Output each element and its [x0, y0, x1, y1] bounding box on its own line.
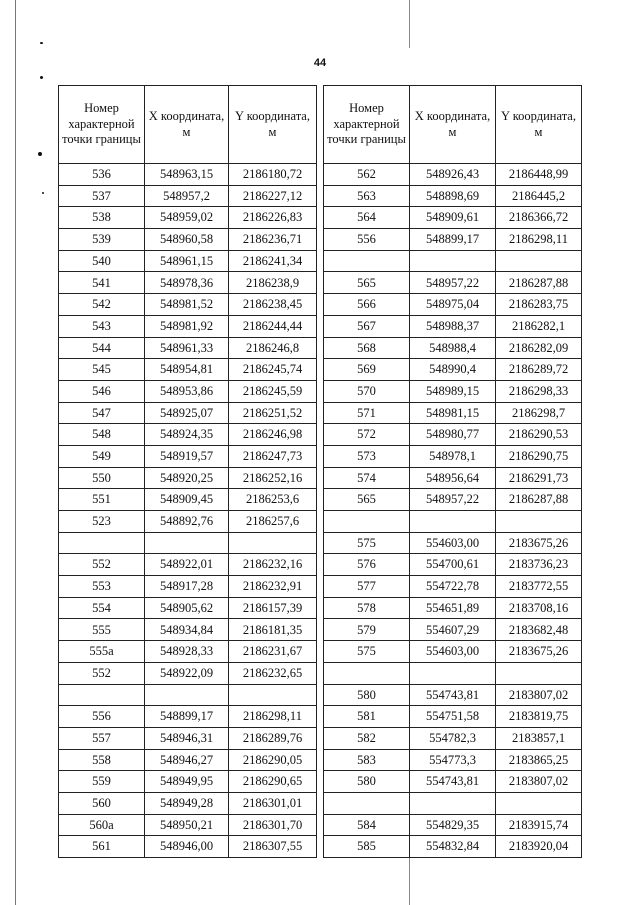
table-row: [324, 229, 582, 251]
y-coordinate-cell: 2186448,99: [496, 164, 582, 186]
table-row: [324, 662, 582, 684]
table-row: [324, 641, 582, 663]
table-row: [59, 445, 317, 467]
point-number-cell: 547: [59, 402, 145, 424]
point-number-cell: 545: [59, 359, 145, 381]
point-number-cell: 561: [59, 836, 145, 858]
point-number-cell: 572: [324, 424, 410, 446]
y-coordinate-cell: 2186257,6: [229, 511, 317, 533]
y-coordinate-cell: 2186298,11: [229, 706, 317, 728]
x-coordinate-cell: 554603,00: [410, 641, 496, 663]
y-coordinate-cell: 2186287,88: [496, 489, 582, 511]
point-number-cell: 568: [324, 337, 410, 359]
y-coordinate-cell: 2186236,71: [229, 229, 317, 251]
x-coordinate-cell: 548898,69: [410, 185, 496, 207]
point-number-cell: 539: [59, 229, 145, 251]
x-coordinate-cell: 554700,61: [410, 554, 496, 576]
x-coordinate-cell: 554751,58: [410, 706, 496, 728]
table-row: [324, 619, 582, 641]
point-number-cell: 583: [324, 749, 410, 771]
point-number-cell: 541: [59, 272, 145, 294]
x-coordinate-cell: 548961,33: [145, 337, 229, 359]
scan-dot: [38, 152, 42, 156]
y-coordinate-cell: 2186251,52: [229, 402, 317, 424]
y-coordinate-cell: [496, 792, 582, 814]
y-coordinate-cell: 2186181,35: [229, 619, 317, 641]
x-coordinate-cell: 548960,58: [145, 229, 229, 251]
x-coordinate-cell: 548928,33: [145, 641, 229, 663]
table-row: [324, 164, 582, 186]
x-coordinate-cell: 548949,28: [145, 792, 229, 814]
x-coordinate-cell: [410, 662, 496, 684]
x-coordinate-cell: 548957,2: [145, 185, 229, 207]
y-coordinate-cell: 2186290,65: [229, 771, 317, 793]
table-header-row: [59, 86, 317, 164]
y-coordinate-cell: 2186227,12: [229, 185, 317, 207]
table-row: [59, 749, 317, 771]
point-number-cell: 578: [324, 597, 410, 619]
table-row: [59, 771, 317, 793]
table-row: [59, 597, 317, 619]
x-coordinate-cell: [410, 792, 496, 814]
x-coordinate-cell: 554651,89: [410, 597, 496, 619]
header-y-coordinate: Y координата, м: [229, 86, 317, 164]
point-number-cell: 567: [324, 315, 410, 337]
table-row: [324, 511, 582, 533]
point-number-cell: 555: [59, 619, 145, 641]
table-row: [324, 727, 582, 749]
table-row: [324, 294, 582, 316]
point-number-cell: 538: [59, 207, 145, 229]
table-row: [324, 445, 582, 467]
y-coordinate-cell: 2186282,1: [496, 315, 582, 337]
x-coordinate-cell: 554607,29: [410, 619, 496, 641]
point-number-cell: 573: [324, 445, 410, 467]
y-coordinate-cell: 2183915,74: [496, 814, 582, 836]
y-coordinate-cell: 2186298,11: [496, 229, 582, 251]
point-number-cell: 576: [324, 554, 410, 576]
x-coordinate-cell: 554829,35: [410, 814, 496, 836]
table-row: [324, 207, 582, 229]
point-number-cell: 582: [324, 727, 410, 749]
table-row: [59, 467, 317, 489]
table-row: [324, 836, 582, 858]
table-row: [59, 337, 317, 359]
x-coordinate-cell: 548981,15: [410, 402, 496, 424]
x-coordinate-cell: 554722,78: [410, 576, 496, 598]
y-coordinate-cell: [496, 250, 582, 272]
y-coordinate-cell: 2186232,65: [229, 662, 317, 684]
point-number-cell: 544: [59, 337, 145, 359]
y-coordinate-cell: 2183675,26: [496, 532, 582, 554]
point-number-cell: 546: [59, 380, 145, 402]
table-row: [324, 424, 582, 446]
point-number-cell: 559: [59, 771, 145, 793]
y-coordinate-cell: [229, 684, 317, 706]
table-row: [324, 684, 582, 706]
y-coordinate-cell: 2183736,23: [496, 554, 582, 576]
x-coordinate-cell: 548909,61: [410, 207, 496, 229]
point-number-cell: 579: [324, 619, 410, 641]
table-row: [59, 229, 317, 251]
table-row: [324, 359, 582, 381]
table-row: [324, 380, 582, 402]
table-row: [59, 294, 317, 316]
table-header-row: [324, 86, 582, 164]
table-row: [59, 792, 317, 814]
point-number-cell: 556: [324, 229, 410, 251]
y-coordinate-cell: 2186245,74: [229, 359, 317, 381]
header-point-number: Номер характерной точки границы: [324, 86, 410, 164]
x-coordinate-cell: 548954,81: [145, 359, 229, 381]
y-coordinate-cell: 2186226,83: [229, 207, 317, 229]
y-coordinate-cell: 2186289,72: [496, 359, 582, 381]
y-coordinate-cell: 2186232,16: [229, 554, 317, 576]
y-coordinate-cell: 2186307,55: [229, 836, 317, 858]
table-row: [324, 489, 582, 511]
y-coordinate-cell: 2186238,9: [229, 272, 317, 294]
point-number-cell: [324, 511, 410, 533]
x-coordinate-cell: 548950,21: [145, 814, 229, 836]
y-coordinate-cell: 2183675,26: [496, 641, 582, 663]
point-number-cell: 560: [59, 792, 145, 814]
point-number-cell: 542: [59, 294, 145, 316]
point-number-cell: 580: [324, 771, 410, 793]
point-number-cell: 548: [59, 424, 145, 446]
table-row: [324, 597, 582, 619]
table-row: [59, 272, 317, 294]
table-row: [59, 554, 317, 576]
x-coordinate-cell: [410, 250, 496, 272]
table-row: [59, 250, 317, 272]
point-number-cell: 557: [59, 727, 145, 749]
point-number-cell: 555а: [59, 641, 145, 663]
point-number-cell: [324, 662, 410, 684]
y-coordinate-cell: 2186180,72: [229, 164, 317, 186]
point-number-cell: 554: [59, 597, 145, 619]
x-coordinate-cell: 548924,35: [145, 424, 229, 446]
y-coordinate-cell: [496, 511, 582, 533]
table-row: [324, 749, 582, 771]
table-row: [324, 532, 582, 554]
point-number-cell: [59, 532, 145, 554]
y-coordinate-cell: 2186301,01: [229, 792, 317, 814]
table-row: [59, 164, 317, 186]
x-coordinate-cell: 548959,02: [145, 207, 229, 229]
x-coordinate-cell: 548899,17: [410, 229, 496, 251]
table-row: [59, 619, 317, 641]
x-coordinate-cell: [410, 511, 496, 533]
point-number-cell: 575: [324, 641, 410, 663]
coordinates-table-left: [58, 85, 317, 858]
x-coordinate-cell: 554773,3: [410, 749, 496, 771]
y-coordinate-cell: [496, 662, 582, 684]
y-coordinate-cell: 2183708,16: [496, 597, 582, 619]
y-coordinate-cell: 2186252,16: [229, 467, 317, 489]
point-number-cell: 551: [59, 489, 145, 511]
x-coordinate-cell: 548981,52: [145, 294, 229, 316]
table-row: [59, 207, 317, 229]
x-coordinate-cell: 548892,76: [145, 511, 229, 533]
point-number-cell: 565: [324, 489, 410, 511]
table-row: [59, 532, 317, 554]
y-coordinate-cell: 2186298,33: [496, 380, 582, 402]
table-row: [324, 467, 582, 489]
x-coordinate-cell: 548953,86: [145, 380, 229, 402]
y-coordinate-cell: 2183807,02: [496, 684, 582, 706]
x-coordinate-cell: 548917,28: [145, 576, 229, 598]
y-coordinate-cell: 2186291,73: [496, 467, 582, 489]
table-row: [59, 511, 317, 533]
point-number-cell: [324, 250, 410, 272]
y-coordinate-cell: 2186238,45: [229, 294, 317, 316]
y-coordinate-cell: 2186290,05: [229, 749, 317, 771]
point-number-cell: 569: [324, 359, 410, 381]
x-coordinate-cell: 548957,22: [410, 272, 496, 294]
y-coordinate-cell: 2186298,7: [496, 402, 582, 424]
point-number-cell: [59, 684, 145, 706]
x-coordinate-cell: 548980,77: [410, 424, 496, 446]
table-row: [324, 185, 582, 207]
table-row: [324, 792, 582, 814]
x-coordinate-cell: [145, 532, 229, 554]
point-number-cell: 550: [59, 467, 145, 489]
point-number-cell: 566: [324, 294, 410, 316]
table-row: [59, 380, 317, 402]
y-coordinate-cell: 2183682,48: [496, 619, 582, 641]
x-coordinate-cell: 554743,81: [410, 684, 496, 706]
x-coordinate-cell: 548978,1: [410, 445, 496, 467]
x-coordinate-cell: 548949,95: [145, 771, 229, 793]
x-coordinate-cell: 548946,00: [145, 836, 229, 858]
table-row: [324, 402, 582, 424]
x-coordinate-cell: 554782,3: [410, 727, 496, 749]
y-coordinate-cell: 2186253,6: [229, 489, 317, 511]
point-number-cell: [324, 792, 410, 814]
point-number-cell: 574: [324, 467, 410, 489]
point-number-cell: 570: [324, 380, 410, 402]
y-coordinate-cell: 2186282,09: [496, 337, 582, 359]
x-coordinate-cell: 548899,17: [145, 706, 229, 728]
y-coordinate-cell: 2183807,02: [496, 771, 582, 793]
x-coordinate-cell: 548919,57: [145, 445, 229, 467]
x-coordinate-cell: 548922,09: [145, 662, 229, 684]
x-coordinate-cell: 548989,15: [410, 380, 496, 402]
point-number-cell: 552: [59, 662, 145, 684]
page-number: 44: [313, 57, 327, 69]
point-number-cell: 553: [59, 576, 145, 598]
table-row: [324, 554, 582, 576]
point-number-cell: 556: [59, 706, 145, 728]
y-coordinate-cell: 2186241,34: [229, 250, 317, 272]
y-coordinate-cell: 2186246,98: [229, 424, 317, 446]
point-number-cell: 571: [324, 402, 410, 424]
y-coordinate-cell: 2183920,04: [496, 836, 582, 858]
y-coordinate-cell: 2186366,72: [496, 207, 582, 229]
x-coordinate-cell: 554832,84: [410, 836, 496, 858]
y-coordinate-cell: 2186287,88: [496, 272, 582, 294]
scan-dot: [40, 42, 43, 44]
y-coordinate-cell: 2186289,76: [229, 727, 317, 749]
table-row: [324, 272, 582, 294]
table-row: [324, 337, 582, 359]
table-row: [59, 315, 317, 337]
x-coordinate-cell: 548922,01: [145, 554, 229, 576]
y-coordinate-cell: 2186246,8: [229, 337, 317, 359]
table-row: [59, 662, 317, 684]
point-number-cell: 565: [324, 272, 410, 294]
table-row: [324, 814, 582, 836]
point-number-cell: 580: [324, 684, 410, 706]
x-coordinate-cell: 548946,31: [145, 727, 229, 749]
x-coordinate-cell: 548925,07: [145, 402, 229, 424]
table-row: [59, 727, 317, 749]
header-x-coordinate: X координата, м: [410, 86, 496, 164]
table-row: [59, 641, 317, 663]
table-row: [59, 489, 317, 511]
x-coordinate-cell: 548926,43: [410, 164, 496, 186]
y-coordinate-cell: 2186245,59: [229, 380, 317, 402]
x-coordinate-cell: 548975,04: [410, 294, 496, 316]
scan-edge-line-top: [409, 0, 410, 48]
point-number-cell: 562: [324, 164, 410, 186]
x-coordinate-cell: 554603,00: [410, 532, 496, 554]
y-coordinate-cell: 2183772,55: [496, 576, 582, 598]
table-row: [59, 814, 317, 836]
x-coordinate-cell: 548988,4: [410, 337, 496, 359]
x-coordinate-cell: 548963,15: [145, 164, 229, 186]
point-number-cell: 581: [324, 706, 410, 728]
x-coordinate-cell: [145, 684, 229, 706]
x-coordinate-cell: 548956,64: [410, 467, 496, 489]
table-row: [324, 576, 582, 598]
scan-dot: [40, 76, 43, 79]
x-coordinate-cell: 548946,27: [145, 749, 229, 771]
y-coordinate-cell: 2183857,1: [496, 727, 582, 749]
x-coordinate-cell: 548934,84: [145, 619, 229, 641]
y-coordinate-cell: 2183819,75: [496, 706, 582, 728]
y-coordinate-cell: 2186244,44: [229, 315, 317, 337]
x-coordinate-cell: 548990,4: [410, 359, 496, 381]
y-coordinate-cell: 2186290,53: [496, 424, 582, 446]
x-coordinate-cell: 548909,45: [145, 489, 229, 511]
x-coordinate-cell: 548981,92: [145, 315, 229, 337]
y-coordinate-cell: [229, 532, 317, 554]
point-number-cell: 537: [59, 185, 145, 207]
point-number-cell: 560а: [59, 814, 145, 836]
x-coordinate-cell: 548961,15: [145, 250, 229, 272]
point-number-cell: 577: [324, 576, 410, 598]
point-number-cell: 563: [324, 185, 410, 207]
y-coordinate-cell: 2186231,67: [229, 641, 317, 663]
coordinates-table-right: [323, 85, 582, 858]
scan-edge-line-left: [15, 0, 16, 905]
point-number-cell: 540: [59, 250, 145, 272]
table-row: [59, 706, 317, 728]
header-x-coordinate: X координата, м: [145, 86, 229, 164]
header-y-coordinate: Y координата, м: [496, 86, 582, 164]
table-row: [59, 836, 317, 858]
table-row: [59, 402, 317, 424]
table-row: [324, 250, 582, 272]
scan-dot: [42, 192, 44, 194]
table-row: [59, 424, 317, 446]
point-number-cell: 558: [59, 749, 145, 771]
point-number-cell: 552: [59, 554, 145, 576]
x-coordinate-cell: 548920,25: [145, 467, 229, 489]
table-row: [324, 706, 582, 728]
y-coordinate-cell: 2186157,39: [229, 597, 317, 619]
point-number-cell: 549: [59, 445, 145, 467]
x-coordinate-cell: 548957,22: [410, 489, 496, 511]
y-coordinate-cell: 2186232,91: [229, 576, 317, 598]
point-number-cell: 584: [324, 814, 410, 836]
point-number-cell: 575: [324, 532, 410, 554]
table-row: [324, 315, 582, 337]
table-row: [59, 359, 317, 381]
point-number-cell: 536: [59, 164, 145, 186]
y-coordinate-cell: 2186283,75: [496, 294, 582, 316]
point-number-cell: 564: [324, 207, 410, 229]
y-coordinate-cell: 2183865,25: [496, 749, 582, 771]
table-row: [324, 771, 582, 793]
y-coordinate-cell: 2186301,70: [229, 814, 317, 836]
header-point-number: Номер характерной точки границы: [59, 86, 145, 164]
point-number-cell: 523: [59, 511, 145, 533]
y-coordinate-cell: 2186247,73: [229, 445, 317, 467]
x-coordinate-cell: 548905,62: [145, 597, 229, 619]
y-coordinate-cell: 2186445,2: [496, 185, 582, 207]
table-row: [59, 684, 317, 706]
point-number-cell: 585: [324, 836, 410, 858]
y-coordinate-cell: 2186290,75: [496, 445, 582, 467]
x-coordinate-cell: 548978,36: [145, 272, 229, 294]
x-coordinate-cell: 548988,37: [410, 315, 496, 337]
table-row: [59, 576, 317, 598]
x-coordinate-cell: 554743,81: [410, 771, 496, 793]
table-row: [59, 185, 317, 207]
point-number-cell: 543: [59, 315, 145, 337]
